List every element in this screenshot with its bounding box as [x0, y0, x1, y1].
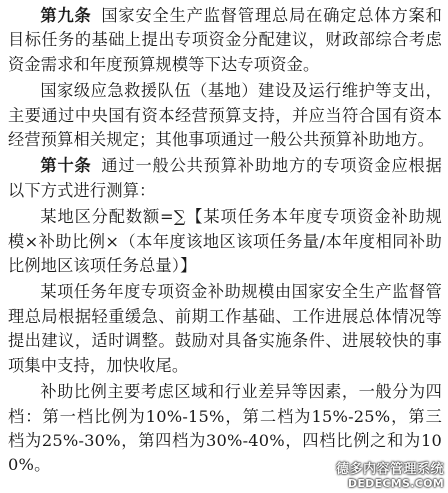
watermark: [336, 463, 444, 491]
paragraph-article-10: [8, 154, 442, 203]
paragraph-subsidy-scale: [8, 280, 442, 378]
paragraph-formula: [8, 205, 442, 278]
paragraph-rescue-teams: [8, 79, 442, 152]
watermark-domain: DEDECMS.COM: [347, 477, 444, 490]
paragraph-text: 某项任务年度专项资金补助规模由国家安全生产监督管理总局根据轻重缓急、前期工作基础、工作进展总体情况等提出建议，适时调整。鼓励对具备实施条件、进展较快的事项集中支持，加快收尾。: [8, 282, 442, 375]
paragraph-text: 补助比例主要考虑区域和行业差异等因素，一般分为四档：第一档比例为10%-15%，第二档为15%-25%，第三档为25%-30%，第四档为30%-40%，四档比例之和为100%。: [8, 382, 442, 475]
article-label: 第十条: [40, 156, 92, 176]
paragraph-text: 国家级应急救援队伍（基地）建设及运行维护等支出，主要通过中央国有资本经营预算支持，并应当符合国有资本经营预算相关规定；其他事项通过一般公共预算补助地方。: [8, 81, 442, 150]
paragraph-text: 通过一般公共预算补助地方的专项资金应根据以下方式进行测算：: [8, 156, 443, 200]
article-label: 第九条: [40, 6, 92, 25]
paragraph-article-9: [8, 4, 442, 77]
paragraph-text: 国家安全生产监督管理总局在确定总体方案和目标任务的基础上提出专项资金分配建议，财政部综合考虑资金需求和年度预算规模等下达专项资金。: [8, 6, 443, 74]
document-body: [8, 4, 442, 480]
paragraph-text: 某地区分配数额=∑【某项任务本年度专项资金补助规模×补助比例×（本年度该地区该项任务量/本年度相同补助比例地区该项任务总量）】: [8, 207, 442, 276]
watermark-title: 德多内容管理系统: [335, 462, 444, 477]
